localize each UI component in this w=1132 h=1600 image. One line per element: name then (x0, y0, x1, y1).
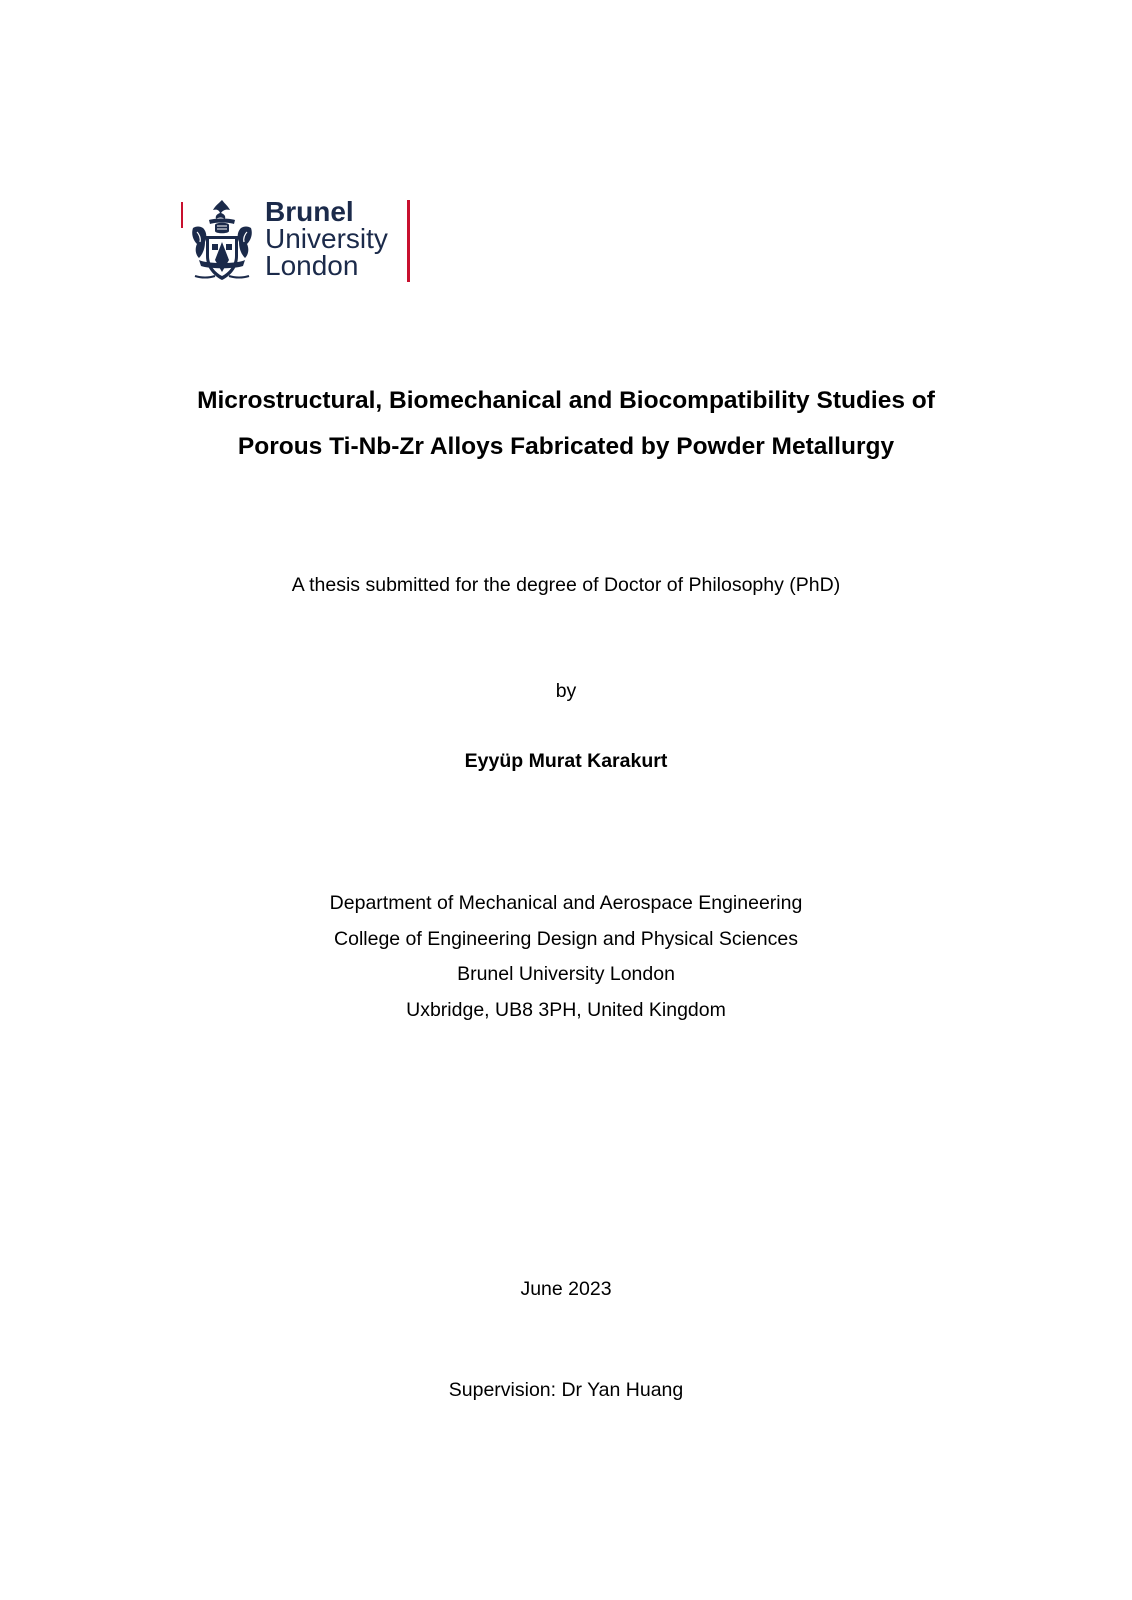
college-line: College of Engineering Design and Physical Sciences (334, 927, 798, 950)
university-logo (181, 198, 421, 284)
logo-wordmark (265, 198, 388, 279)
university-line: Brunel University London (457, 963, 675, 985)
logo-accent-bar-left (181, 202, 183, 228)
logo-line-london: London (265, 250, 359, 281)
by-label: by (555, 680, 577, 702)
thesis-title-line-1: Microstructural, Biomechanical and Biocompatibility Studies of (197, 387, 935, 414)
logo-line-university: University (265, 223, 388, 254)
submission-date: June 2023 (520, 1278, 612, 1300)
university-crest-icon (189, 198, 255, 284)
author-name: Eyyüp Murat Karakurt (464, 750, 668, 772)
supervision-line: Supervision: Dr Yan Huang (448, 1379, 684, 1401)
logo-line-brunel: Brunel (265, 196, 354, 227)
degree-statement: A thesis submitted for the degree of Doctor of Philosophy (PhD) (291, 574, 841, 596)
address-line: Uxbridge, UB8 3PH, United Kingdom (406, 998, 726, 1021)
thesis-title (0, 378, 1132, 470)
department-line: Department of Mechanical and Aerospace Engineering (329, 892, 803, 914)
logo-accent-bar-right (407, 200, 410, 282)
thesis-title-line-2: Porous Ti-Nb-Zr Alloys Fabricated by Powder Metallurgy (237, 433, 895, 460)
affiliation-block (0, 886, 1132, 1028)
